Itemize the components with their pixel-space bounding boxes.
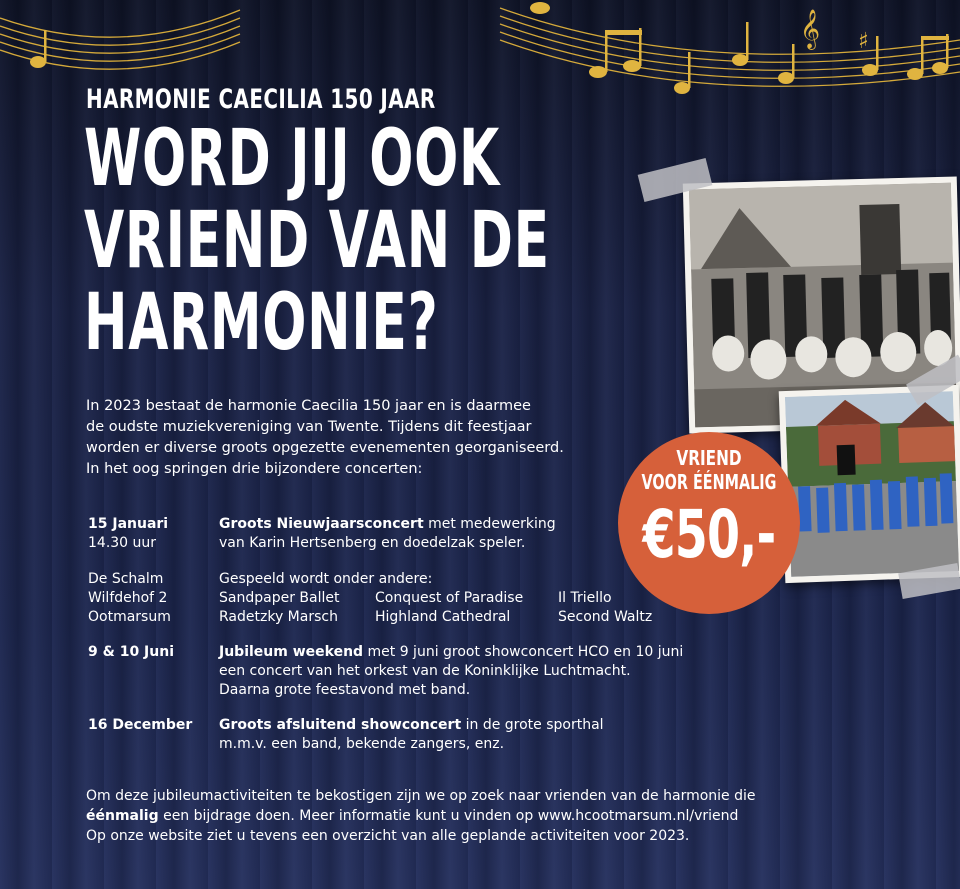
footer-emphasis: éénmalig [86, 808, 159, 824]
headline-line-2: VRIEND VAN DE [84, 196, 550, 286]
event-text: m.m.v. een band, bekende zangers, enz. [219, 736, 505, 752]
piece: Il Triello [558, 590, 612, 606]
intro-line: In het oog springen drie bijzondere concerten: [86, 461, 423, 477]
event-time: 14.30 uur [88, 535, 157, 551]
venue-line: Ootmarsum [88, 609, 171, 625]
footer-paragraph [86, 786, 756, 846]
headline [84, 114, 602, 368]
venue-line: De Schalm [88, 571, 164, 587]
price-badge [618, 432, 800, 614]
event-title: Groots Nieuwjaarsconcert [219, 516, 424, 532]
piece: Conquest of Paradise [375, 590, 524, 606]
footer-line: Om deze jubileumactiviteiten te bekostigen zijn we op zoek naar vrienden van de harmonie die [86, 788, 756, 804]
venue-line: Wilfdehof 2 [88, 590, 168, 606]
headline-line-1: WORD JIJ OOK [84, 114, 500, 204]
badge-price: €50,- [642, 496, 776, 573]
event-title: Jubileum weekend [219, 644, 364, 660]
piece: Sandpaper Ballet [219, 590, 340, 606]
event-text: in de grote sporthal [461, 717, 604, 733]
svg-text:𝄞: 𝄞 [800, 9, 821, 49]
event-description [219, 643, 683, 662]
footer-line: Op onze website ziet u tevens een overzicht van alle geplande activiteiten voor 2023. [86, 828, 690, 844]
intro-line: worden er diverse groots opgezette evenementen georganiseerd. [86, 440, 564, 456]
event-date: 16 December [88, 717, 193, 733]
event-description [219, 515, 556, 534]
footer-line [86, 806, 756, 826]
event-text: met 9 juni groot showconcert HCO en 10 juni [363, 644, 684, 660]
svg-text:♯: ♯ [858, 29, 869, 54]
badge-line-1: VRIEND [676, 446, 742, 470]
modern-band-photo [779, 385, 960, 583]
event-text: Daarna grote feestavond met band. [219, 682, 471, 698]
event-date: 15 Januari [88, 516, 169, 532]
event-date: 9 & 10 Juni [88, 644, 174, 660]
footer-text: een bijdrage doen. Meer informatie kunt u vinden op www.hcootmarsum.nl/vriend [158, 808, 739, 824]
program-label: Gespeeld wordt onder andere: [219, 571, 433, 587]
modern-photo-image [785, 391, 959, 577]
event-text: van Karin Hertsenberg en doedelzak speler. [219, 535, 526, 551]
event-title: Groots afsluitend showconcert [219, 717, 462, 733]
intro-line: de oudste muziekvereniging van Twente. Tijdens dit feestjaar [86, 419, 532, 435]
intro-paragraph [86, 396, 626, 480]
headline-line-3: HARMONIE? [84, 278, 439, 368]
piece: Second Waltz [558, 609, 653, 625]
event-description [219, 716, 604, 735]
poster-subtitle: HARMONIE CAECILIA 150 JAAR [86, 84, 436, 115]
piece: Radetzky Marsch [219, 609, 338, 625]
event-text: een concert van het orkest van de Koninklijke Luchtmacht. [219, 663, 631, 679]
badge-line-2: VOOR ÉÉNMALIG [641, 470, 777, 494]
intro-line: In 2023 bestaat de harmonie Caecilia 150 jaar en is daarmee [86, 398, 531, 414]
piece: Highland Cathedral [375, 609, 511, 625]
event-text: met medewerking [423, 516, 556, 532]
